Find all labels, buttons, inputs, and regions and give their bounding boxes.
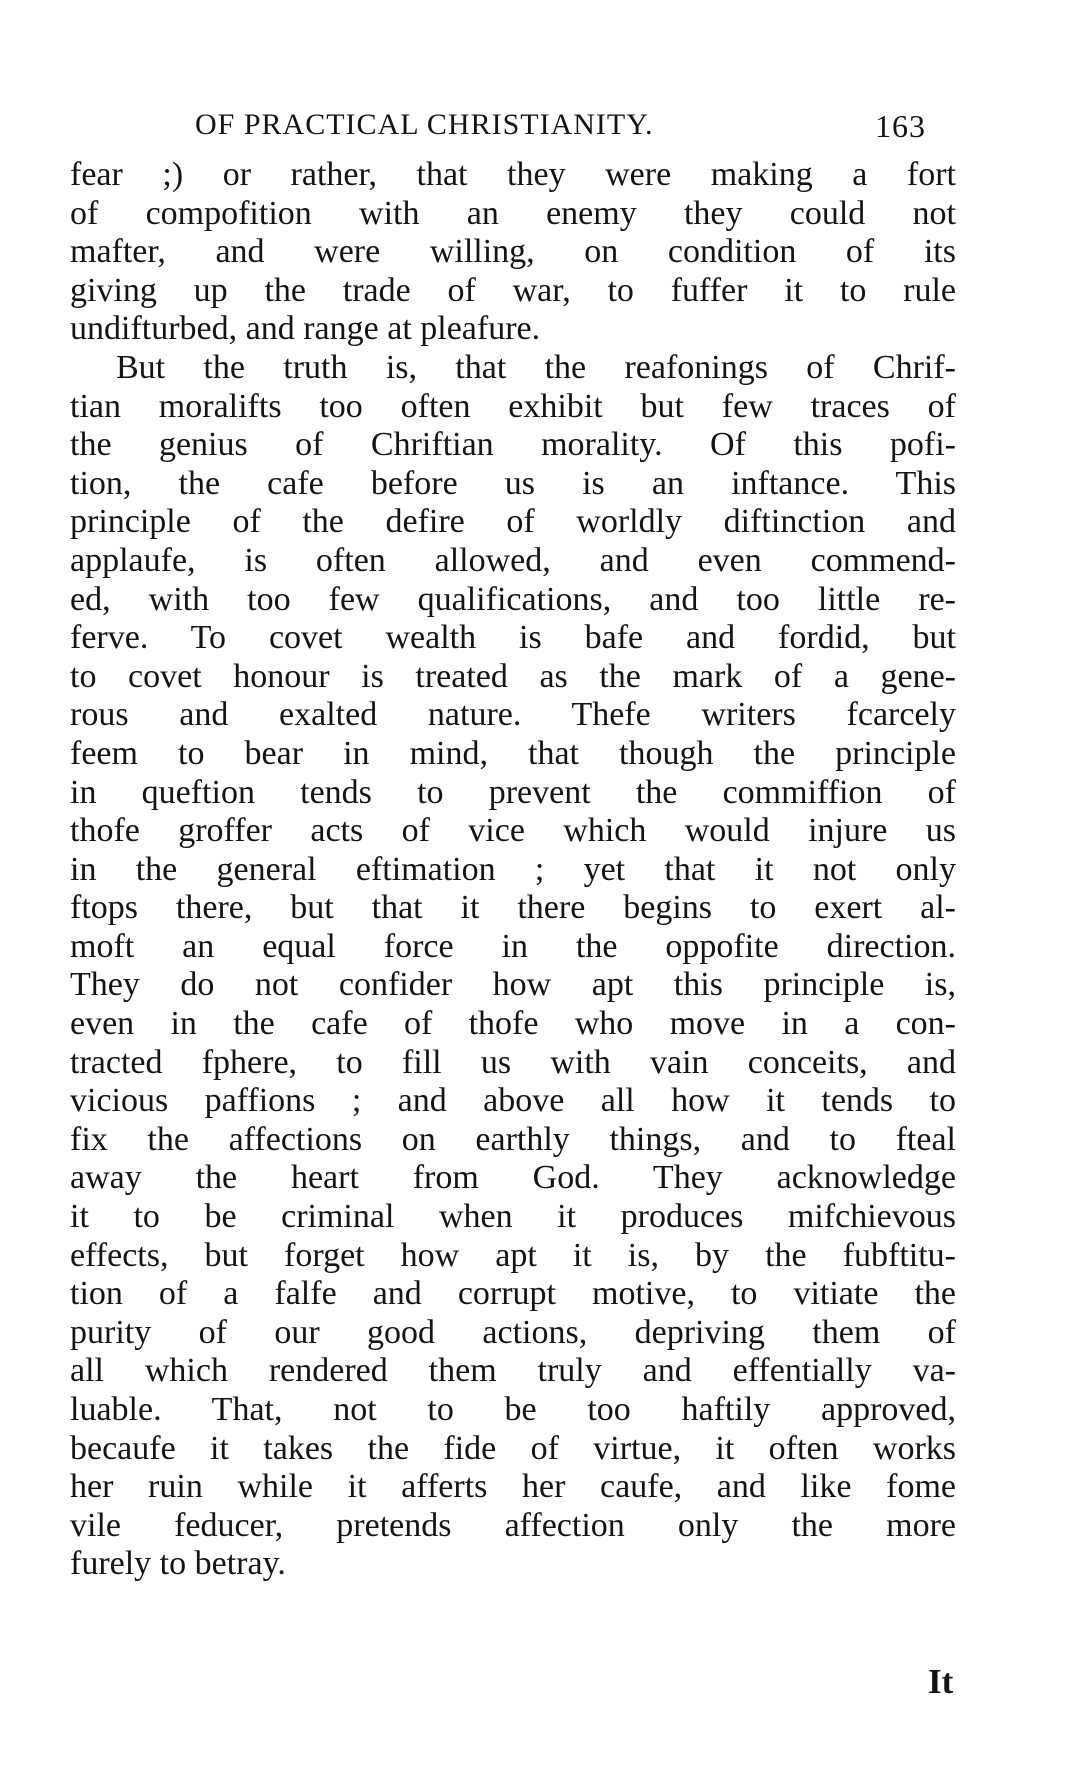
catchword: It bbox=[928, 1662, 954, 1701]
text-line: tracted fphere, to fill us with vain conceits, and bbox=[70, 1043, 956, 1081]
text-line: ed, with too few qualifications, and too little re- bbox=[70, 580, 956, 618]
text-line: of compofition with an enemy they could not bbox=[70, 194, 956, 232]
page-number: 163 bbox=[875, 108, 926, 144]
text-line: furely to betray. bbox=[70, 1545, 286, 1583]
text-line: tian moralifts too often exhibit but few traces of bbox=[70, 387, 956, 425]
text-line: vile feducer, pretends affection only the more bbox=[70, 1506, 956, 1544]
text-line: undifturbed, and range at pleafure. bbox=[70, 310, 541, 348]
text-line: applaufe, is often allowed, and even commend- bbox=[70, 541, 956, 579]
text-line: even in the cafe of thofe who move in a con- bbox=[70, 1005, 956, 1043]
text-line: giving up the trade of war, to fuffer it to rule bbox=[70, 271, 956, 309]
text-line: ftops there, but that it there begins to exert al- bbox=[70, 889, 956, 927]
text-line: ferve. To covet wealth is bafe and fordid, but bbox=[70, 619, 956, 657]
text-line: feem to bear in mind, that though the principle bbox=[70, 734, 956, 772]
text-line: away the heart from God. They acknowledge bbox=[70, 1159, 956, 1197]
text-line: all which rendered them truly and effentially va- bbox=[70, 1352, 956, 1390]
text-line: thofe groffer acts of vice which would injure us bbox=[70, 812, 956, 850]
text-line: tion of a falfe and corrupt motive, to vitiate the bbox=[70, 1275, 956, 1313]
text-line: in the general eftimation ; yet that it not only bbox=[70, 850, 956, 888]
text-line: They do not confider how apt this principle is, bbox=[70, 966, 956, 1004]
text-line: purity of our good actions, depriving them of bbox=[70, 1313, 956, 1351]
text-line: becaufe it takes the fide of virtue, it often works bbox=[70, 1429, 956, 1467]
text-line: in queftion tends to prevent the commiffion of bbox=[70, 773, 956, 811]
text-line: vicious paffions ; and above all how it tends to bbox=[70, 1082, 956, 1120]
text-line: to covet honour is treated as the mark of a gene- bbox=[70, 657, 956, 695]
running-title: OF PRACTICAL CHRISTIANITY. bbox=[195, 108, 654, 141]
text-line: rous and exalted nature. Thefe writers fcarcely bbox=[70, 696, 956, 734]
text-line: mafter, and were willing, on condition of its bbox=[70, 233, 956, 271]
text-line: it to be criminal when it produces mifchievous bbox=[70, 1198, 956, 1236]
body-text bbox=[70, 156, 956, 1584]
text-line: moft an equal force in the oppofite direction. bbox=[70, 927, 956, 965]
text-line: principle of the defire of worldly diftinction and bbox=[70, 503, 956, 541]
text-line: effects, but forget how apt it is, by the fubftitu- bbox=[70, 1236, 956, 1274]
text-line: But the truth is, that the reafonings of Chrif- bbox=[116, 348, 956, 386]
text-line: her ruin while it afferts her caufe, and like fome bbox=[70, 1468, 956, 1506]
text-line: fix the affections on earthly things, and to fteal bbox=[70, 1120, 956, 1158]
text-line: fear ;) or rather, that they were making a fort bbox=[70, 156, 956, 193]
text-line: luable. That, not to be too haftily approved, bbox=[70, 1391, 956, 1428]
text-line: tion, the cafe before us is an inftance. This bbox=[70, 464, 956, 502]
text-line: the genius of Chriftian morality. Of this pofi- bbox=[70, 426, 956, 464]
